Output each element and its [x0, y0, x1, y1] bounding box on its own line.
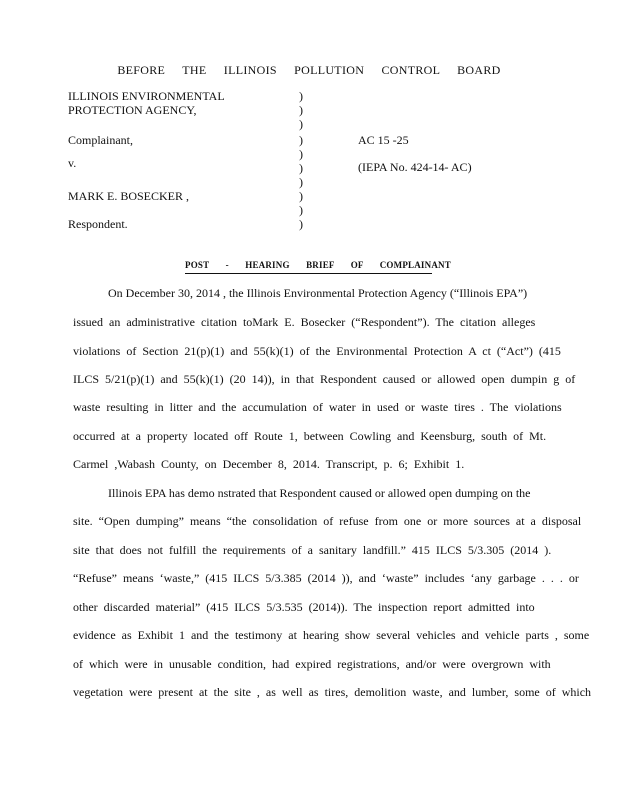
board-title: BEFORE THE ILLINOIS POLLUTION CONTROL BOARD	[117, 63, 501, 77]
respondent-name: MARK E. BOSECKER ,	[68, 189, 190, 203]
complainant-label: Complainant,	[68, 133, 133, 147]
paragraph-2-line: Illinois EPA has demo nstrated that Respondent caused or allowed open dumping on the	[108, 486, 531, 500]
caption-paren: )	[299, 161, 303, 175]
paragraph-2-line: site. “Open dumping” means “the consolidation of refuse from one or more sources at a disposal	[73, 514, 582, 528]
paragraph-2-line: vegetation were present at the site , as well as tires, demolition waste, and lumber, some of which	[73, 685, 592, 699]
paragraph-2-line: site that does not fulfill the requirements of a sanitary landfill.” 415 ILCS 5/3.305 (2014 ).	[73, 543, 552, 557]
caption-paren: )	[299, 203, 303, 217]
complainant-name-line-1: ILLINOIS ENVIRONMENTAL	[68, 89, 225, 103]
paragraph-2-line: other discarded material” (415 ILCS 5/3.535 (2014)). The inspection report admitted into	[73, 600, 535, 614]
paragraph-2-line: “Refuse” means ‘waste,” (415 ILCS 5/3.385 (2014 )), and ‘waste” includes ‘any garbage . . . or	[73, 571, 579, 585]
versus-label: v.	[68, 156, 77, 170]
complainant-name-line-2: PROTECTION AGENCY,	[68, 103, 197, 117]
paragraph-1-line: ILCS 5/21(p)(1) and 55(k)(1) (20 14)), in that Respondent caused or allowed open dumpin g of	[73, 372, 576, 386]
paragraph-2-line: evidence as Exhibit 1 and the testimony at hearing show several vehicles and vehicle parts , some	[73, 628, 590, 642]
paragraph-1-line: Carmel ,Wabash County, on December 8, 2014. Transcript, p. 6; Exhibit 1.	[73, 457, 465, 471]
caption-paren: )	[299, 189, 303, 203]
caption-paren: )	[299, 89, 303, 103]
paragraph-1-line: issued an administrative citation toMark E. Bosecker (“Respondent”). The citation alleges	[73, 315, 536, 329]
caption-paren: )	[299, 117, 303, 131]
respondent-label: Respondent.	[68, 217, 128, 231]
iepa-number: (IEPA No. 424-14- AC)	[358, 160, 472, 174]
caption-paren: )	[299, 175, 303, 189]
caption-paren: )	[299, 147, 303, 161]
caption-paren: )	[299, 103, 303, 117]
paragraph-1-line: violations of Section 21(p)(1) and 55(k)(1) of the Environmental Protection A ct (“Act”) (415	[73, 344, 561, 358]
paragraph-1-line: waste resulting in litter and the accumulation of water in used or waste tires . The violations	[73, 400, 562, 414]
paragraph-1-line: On December 30, 2014 , the Illinois Environmental Protection Agency (“Illinois EPA”)	[108, 286, 528, 300]
caption-paren: )	[299, 133, 303, 147]
caption-paren: )	[299, 217, 303, 231]
brief-heading: POST - HEARING BRIEF OF COMPLAINANT	[185, 258, 432, 274]
paragraph-2-line: of which were in unusable condition, had expired registrations, and/or were overgrown with	[73, 657, 551, 671]
paragraph-1-line: occurred at a property located off Route 1, between Cowling and Keensburg, south of Mt.	[73, 429, 547, 443]
case-number: AC 15 -25	[358, 133, 409, 147]
